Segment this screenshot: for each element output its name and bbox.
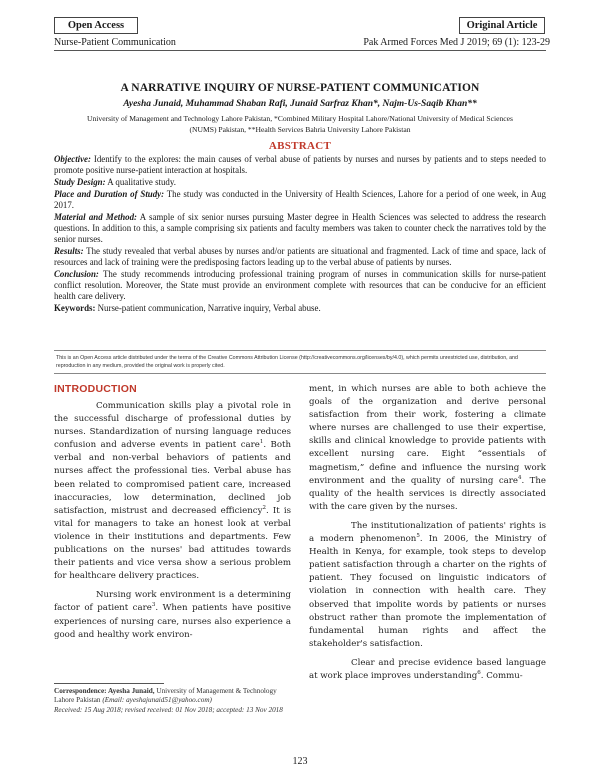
abstract-results [54, 246, 546, 268]
paragraph-text: Clear and precise evidence based language at work place improves understanding [309, 657, 546, 681]
abstract-design [54, 177, 546, 188]
paragraph [309, 520, 546, 651]
place-text: The study was conducted in the University of Health Sciences, Lahore for a period of one week, in Aug 2017. [54, 189, 546, 210]
correspondence-label: Correspondence: Ayesha Junaid, [54, 687, 155, 695]
paragraph-text: . When patients have positive experiences of nursing care, nurses also experience a good and healthy work environ- [54, 603, 291, 640]
citation-ref: 3 [151, 602, 156, 609]
paragraph-text: . It is vital for managers to take an honest look at verbal violence in their institutions and departments. Few publications on the nurses' bad attitudes towards their patients and vice versa show a serious problem for healthcare delivery practices. [54, 505, 291, 582]
objective-label: Objective: [54, 154, 91, 164]
body-column-right [309, 383, 546, 689]
paragraph [54, 400, 291, 583]
open-access-tag: Open Access [54, 17, 138, 34]
journal-citation: Pak Armed Forces Med J 2019; 69 (1): 123-29 [363, 37, 550, 48]
abstract-heading: ABSTRACT [268, 140, 332, 152]
abstract-conclusion [54, 269, 546, 302]
abstract-objective [54, 154, 546, 176]
running-title: Nurse-Patient Communication [54, 37, 176, 48]
author-list: Ayesha Junaid, Muhammad Shaban Rafi, Junaid Sarfraz Khan*, Najm-Us-Saqib Khan** [123, 99, 477, 109]
keywords-text: Nurse-patient communication, Narrative inquiry, Verbal abuse. [95, 303, 321, 313]
paragraph [54, 589, 291, 641]
results-label: Results: [54, 246, 84, 256]
header-rule [54, 50, 546, 51]
conclusion-text: The study recommends introducing professional training program of nurses in communication skills for nurse-patient conflict resolution. Moreover, the State must provide an environment complete with resources that can be conducive for an efficient health care delivery. [54, 269, 546, 301]
paragraph [309, 383, 546, 514]
abstract-method [54, 212, 546, 245]
paragraph [309, 657, 546, 683]
keywords-label: Keywords: [54, 303, 96, 313]
paragraph-text: . In 2006, the Ministry of Health in Kenya, for example, took steps to develop patient satisfaction through a charter on the rights of patient. They focused on linguistic indicators of violation in connection with health care. They observed that impolite words by patients or nurses obstruct rather than promote the implementation of fundamental human rights and affect the stakeholder's satisfaction. [309, 534, 547, 649]
objective-text: Identify to the explores: the main causes of verbal abuse of patients by nurses and nurses by patients and to steps needed to promote positive nurse-patient interaction at hospitals. [54, 154, 546, 175]
paragraph-text: Communication skills play a pivotal role in the successful discharge of professional duties by nurses. Standardization of nursing language reduces confusion and adverse events in patient care [54, 401, 291, 451]
body-column-left [54, 383, 291, 648]
correspondence-note [54, 687, 291, 715]
footnote-rule [54, 683, 164, 684]
paragraph-text: . Both verbal and non-verbal behaviors of patients and nurses affect the professional ties. Verbal abuse has been related to compromised patient care, increased inaccuracies, low determination, declined job satisfaction, mistrust and decreased efficiency [54, 440, 291, 516]
method-text: A sample of six senior nurses pursuing Master degree in Health Sciences was selected to address the research questions. In addition to this, a sample comprising six patients and faculty members was taken to counter check the narratives told by the senior nurses. [54, 212, 546, 244]
page-number: 123 [292, 756, 308, 767]
abstract-place [54, 189, 546, 211]
article-title: A NARRATIVE INQUIRY OF NURSE-PATIENT COMMUNICATION [120, 82, 480, 94]
paragraph-text: . The quality of the health services is directly associated with the care given by the nurses. [309, 475, 546, 512]
citation-ref: 6 [477, 670, 481, 677]
method-label: Material and Method: [54, 212, 137, 222]
abstract-keywords [54, 303, 546, 314]
paragraph-text: ment, in which nurses are able to both achieve the goals of the organization and derive personal satisfaction from their work, fostering a climate where nurses are challenged to use their expertise, skills and clinical knowledge to provide patients with excellent nursing care. Eight “essentials of magnetism,” define and influence the nursing work environment and the quality of nursing care [309, 384, 546, 486]
citation-ref: 5 [416, 533, 420, 540]
paragraph-text: The institutionalization of patients' rights is a modern phenomenon [309, 520, 546, 545]
citation-ref: 2 [262, 504, 266, 511]
article-dates: Received: 15 Aug 2018; revised received: 01 Nov 2018; accepted: 13 Nov 2018 [54, 705, 283, 714]
correspondence-text: University of Management & Technology Lahore Pakistan [54, 687, 277, 705]
article-type-tag: Original Article [459, 17, 545, 34]
introduction-heading: INTRODUCTION [54, 383, 137, 395]
paragraph-text: Nursing work environment is a determining factor of patient care [54, 590, 291, 614]
design-text: A qualitative study. [105, 177, 176, 187]
citation-ref: 1 [259, 439, 264, 446]
citation-ref: 4 [517, 474, 522, 481]
results-text: The study revealed that verbal abuses by nurses and/or patients are situational and fragmented. Lack of time and space, lack of resources and lack of training were the predisposing factors leading up to the verbal abuse of patients by nurses. [54, 246, 546, 267]
correspondence-email: (Email: ayeshajunaid51@yahoo.com) [102, 696, 212, 705]
design-label: Study Design: [54, 177, 106, 187]
affiliations: University of Management and Technology Lahore Pakistan, *Combined Military Hospital Lahore/National University of Medical Sciences (NUMS) Pakistan, **Health Services Bahria University Lahore Pakistan [87, 114, 513, 134]
paragraph-text: . Commu- [480, 670, 523, 681]
conclusion-label: Conclusion: [54, 269, 99, 279]
place-label: Place and Duration of Study: [54, 189, 165, 199]
license-notice: This is an Open Access article distributed under the terms of the Creative Commons Attribution License (http://creativecommons.org/licenses/by/4.0), which permits unrestricted use, distribution, and reproduction in any medium, provided the original work is properly cited. [54, 350, 546, 374]
abstract [54, 154, 546, 315]
